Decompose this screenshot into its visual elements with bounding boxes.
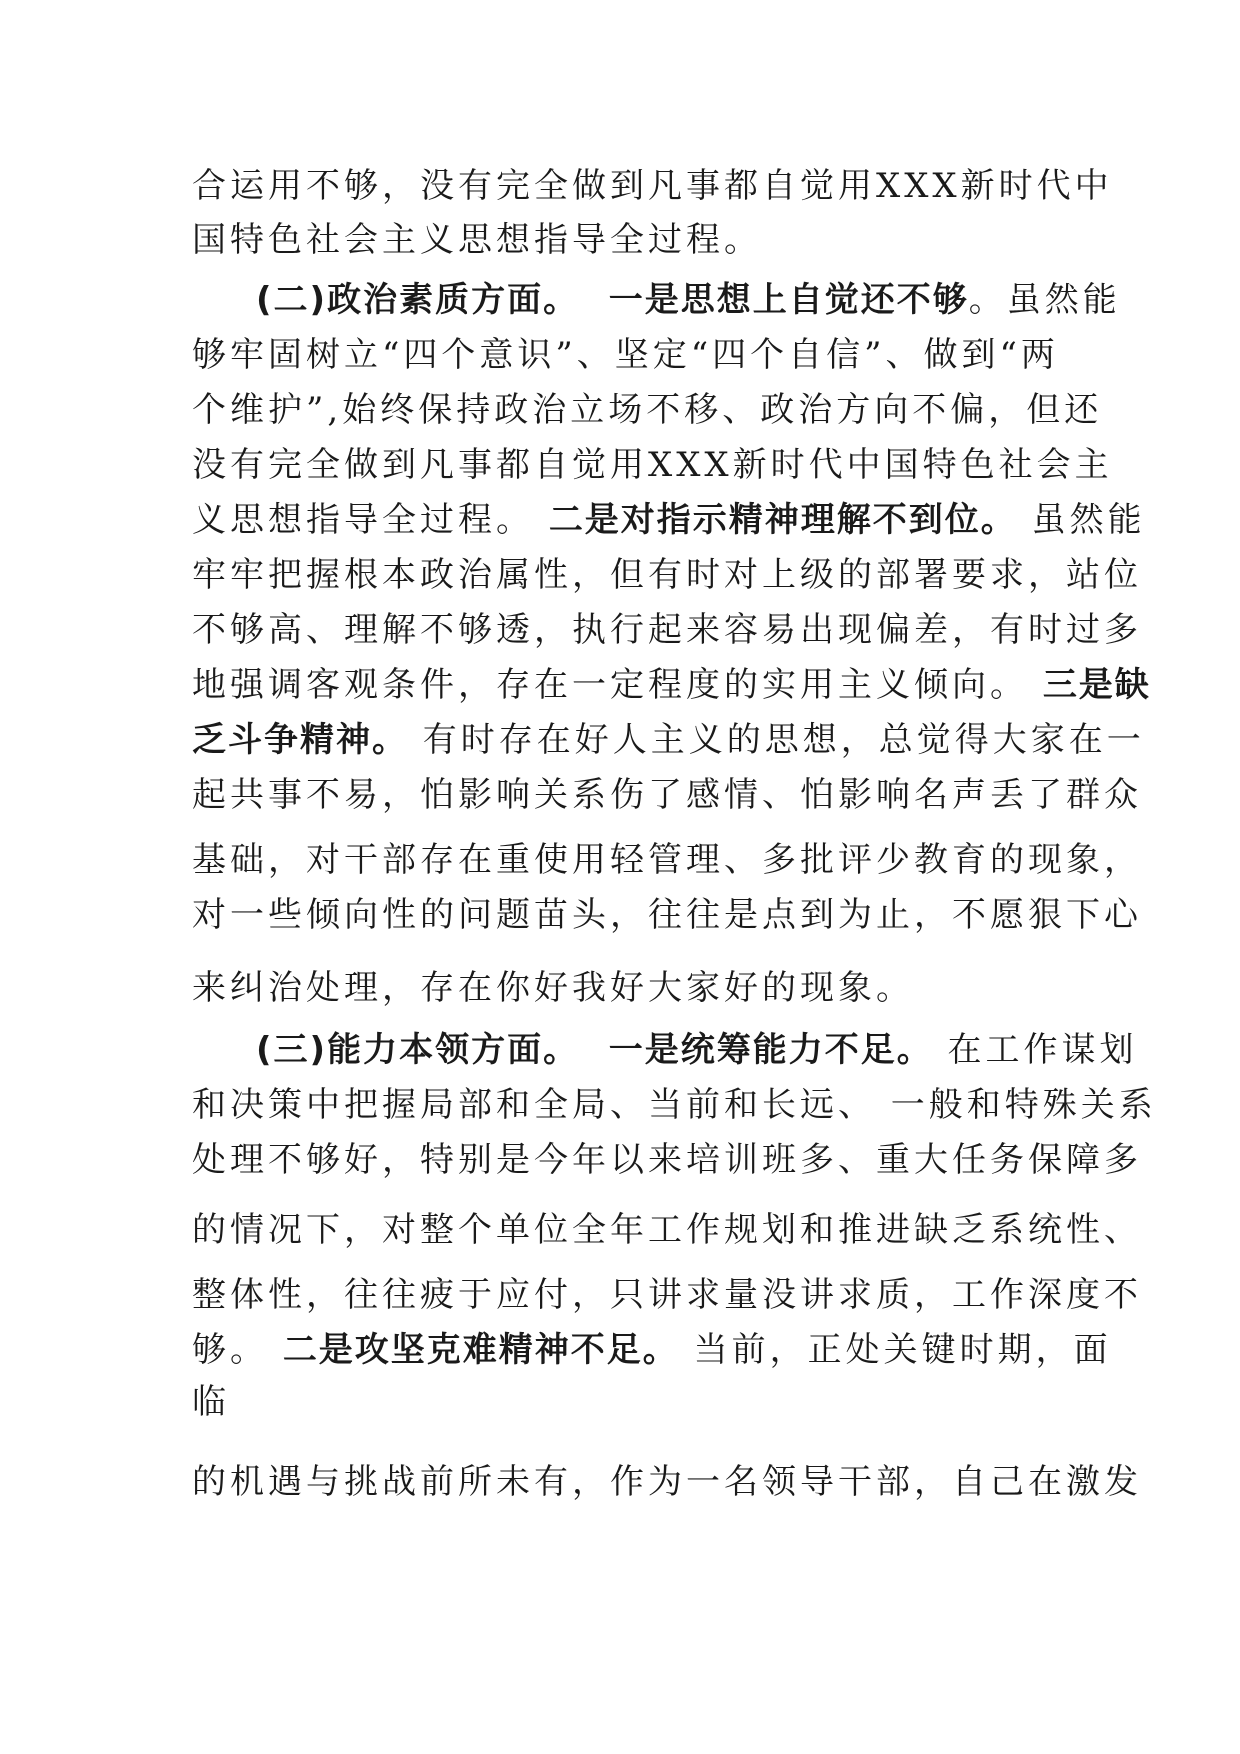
text-segment: 整体性，往往疲于应付，只讲求量没讲求质，工作深度不 [192, 1275, 1142, 1315]
point-heading: 三是缺 [1042, 665, 1151, 705]
text-segment: 。虽然能 [968, 280, 1121, 320]
text-line [192, 968, 914, 1008]
text-line [192, 1330, 1112, 1370]
text-line [192, 720, 1145, 760]
text-segment: 当前，正处关键时期，面 [678, 1330, 1112, 1370]
text-line [192, 1140, 1142, 1180]
text-line [192, 390, 1102, 430]
text-line [192, 610, 1142, 650]
text-segment: 个维护”,始终保持政治立场不移、政治方向不偏，但还 [192, 390, 1103, 430]
text-segment: 起共事不易，怕影响关系伤了感情、怕影响名声丢了群众 [192, 775, 1142, 815]
text-line [192, 220, 762, 260]
text-line [192, 1382, 230, 1422]
point-heading: 二是攻坚克难精神不足。 [282, 1330, 679, 1370]
text-segment: 牢牢把握根本政治属性，但有时对上级的部署要求，站位 [192, 555, 1142, 595]
text-segment: 虽然能 [1016, 500, 1146, 540]
text-segment: 没有完全做到凡事都自觉用XXX新时代中国特色社会主 [192, 445, 1113, 485]
point-heading: 二是对指示精神理解不到位。 [548, 500, 1017, 540]
point-heading: 乏斗争精神。 [192, 720, 408, 760]
text-segment: 合运用不够，没有完全做到凡事都自觉用XXX新时代中 [192, 166, 1113, 206]
section-heading-line [256, 1030, 1138, 1070]
text-line [192, 895, 1142, 935]
text-line [192, 1085, 1157, 1125]
text-segment: 处理不够好，特别是今年以来培训班多、重大任务保障多 [192, 1140, 1142, 1180]
text-line [192, 500, 1146, 540]
section-heading-line [256, 280, 1121, 320]
text-segment: 在工作谋划 [932, 1030, 1138, 1070]
text-segment: 不够高、理解不够透，执行起来容易出现偏差，有时过多 [192, 610, 1142, 650]
text-segment: 国特色社会主义思想指导全过程。 [192, 220, 762, 260]
text-segment: 够牢固树立“四个意识”、坚定“四个自信”、做到“两 [192, 335, 1059, 375]
text-line [192, 665, 1151, 705]
point-heading: 一是统筹能力不足。 [608, 1030, 933, 1070]
text-segment: 的机遇与挑战前所未有，作为一名领导干部，自己在激发 [192, 1462, 1142, 1502]
text-line [192, 840, 1142, 880]
text-segment: 和决策中把握局部和全局、当前和长远、 一般和特殊关系 [192, 1085, 1157, 1125]
text-segment: 地强调客观条件，存在一定程度的实用主义倾向。 [192, 665, 1043, 705]
text-segment: 对一些倾向性的问题苗头，往往是点到为止，不愿狠下心 [192, 895, 1142, 935]
text-line [192, 555, 1142, 595]
text-line [192, 1462, 1142, 1502]
text-line [192, 335, 1059, 375]
text-segment [579, 1030, 609, 1070]
text-line [192, 1275, 1142, 1315]
text-line [192, 445, 1113, 485]
text-line [192, 775, 1142, 815]
text-segment: 够。 [192, 1330, 283, 1370]
text-segment: 基础，对干部存在重使用轻管理、多批评少教育的现象， [192, 840, 1142, 880]
text-segment [579, 280, 609, 320]
text-segment: 有时存在好人主义的思想，总觉得大家在一 [408, 720, 1145, 760]
text-segment: 义思想指导全过程。 [192, 500, 549, 540]
section-heading: (三)能力本领方面。 [256, 1030, 580, 1070]
text-segment: 临 [192, 1382, 230, 1422]
point-heading: 一是思想上自觉还不够 [608, 280, 969, 320]
text-line [192, 166, 1113, 206]
text-line [192, 1210, 1142, 1250]
text-segment: 来纠治处理，存在你好我好大家好的现象。 [192, 968, 914, 1008]
text-segment: 的情况下，对整个单位全年工作规划和推进缺乏系统性、 [192, 1210, 1142, 1250]
section-heading: (二)政治素质方面。 [256, 280, 580, 320]
